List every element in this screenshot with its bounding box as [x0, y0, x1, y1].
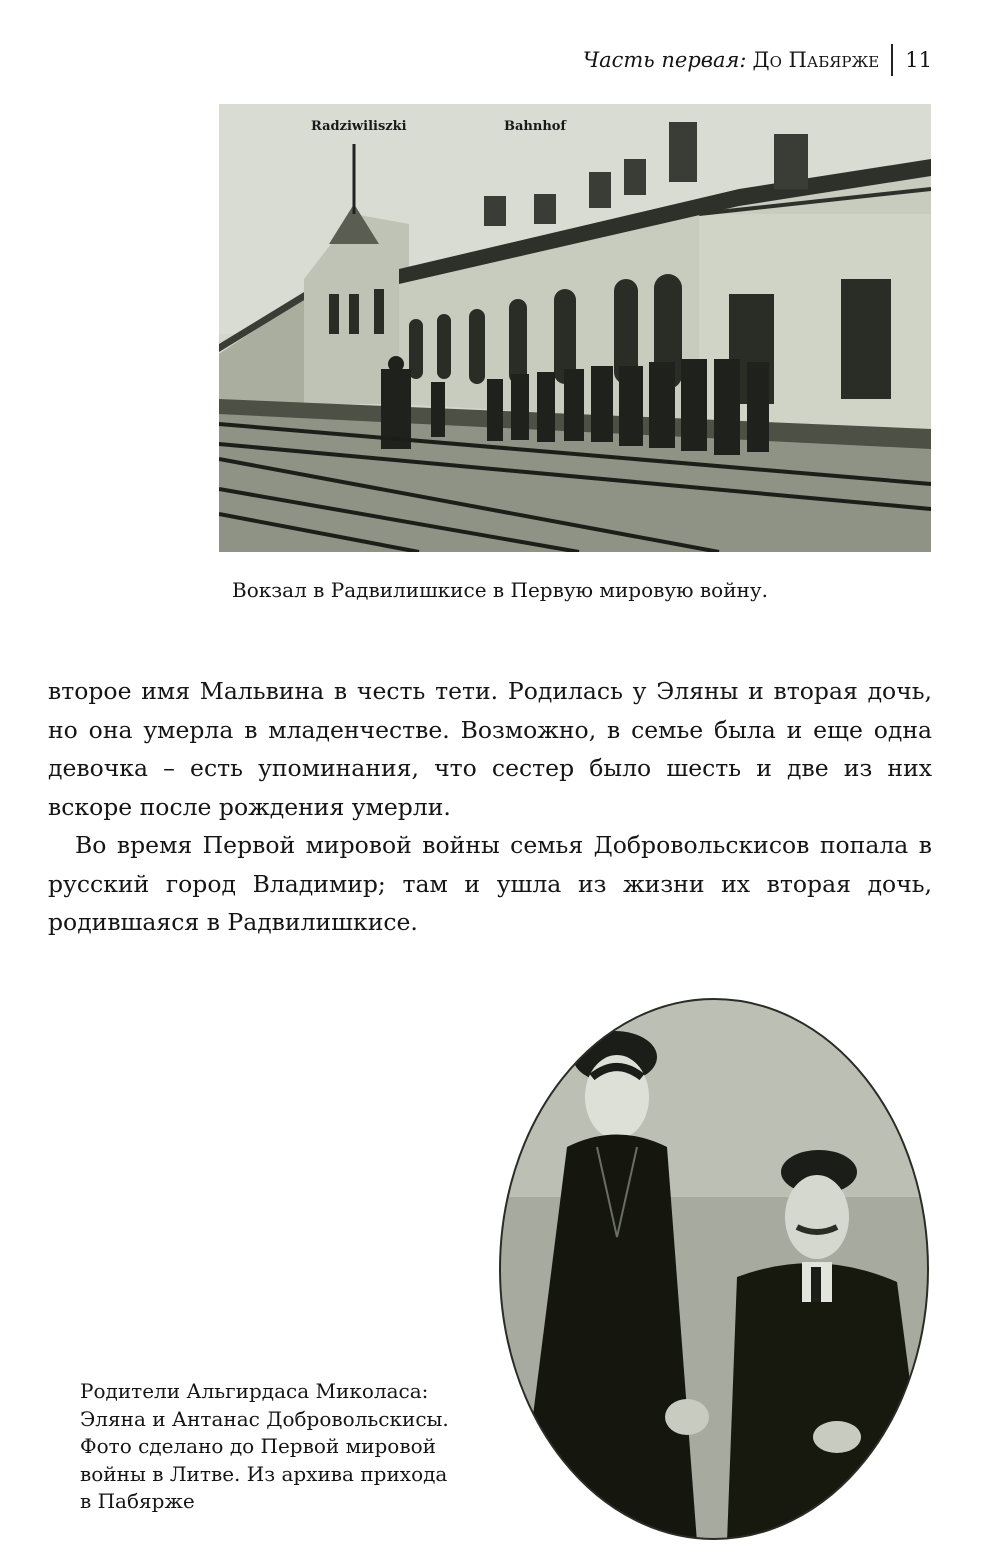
paragraph-1: второе имя Мальвина в честь тети. Родилась у Эляны и вторая дочь, но она умерла в младенчестве. Возможно, в семье была и еще одна девочка – есть упоминания, что сестер было шесть и две из них вскоре после рождения умерли. [48, 677, 932, 821]
photo-label-right: Bahnhof [504, 119, 567, 134]
portrait-caption [80, 1378, 480, 1516]
header-divider [891, 44, 893, 76]
portrait-photo-drawing [497, 997, 931, 1542]
portrait-caption-line: Родители Альгирдаса Миколаса: [80, 1379, 429, 1403]
portrait-caption-line: Эляна и Антанас Добровольскисы. [80, 1406, 449, 1431]
portrait-photo [497, 997, 931, 1542]
header-chapter: До Пабярже [752, 48, 880, 72]
station-photo-drawing [219, 104, 931, 552]
portrait-caption-line: в Пабярже [80, 1489, 195, 1513]
paragraph-2: Во время Первой мировой войны семья Добровольскисов попала в русский город Владимир; там и ушла из жизни их вторая дочь, родившаяся в Радвилишкисе. [48, 831, 932, 936]
page-number: 11 [905, 48, 932, 72]
header-part: Часть первая: [582, 48, 747, 72]
photo-label-left: Radziwiliszki [311, 119, 407, 134]
running-header [583, 44, 932, 76]
station-photo-caption: Вокзал в Радвилишкисе в Первую мировую войну. [232, 578, 768, 602]
portrait-caption-line: войны в Литве. Из архива прихода [80, 1461, 448, 1486]
portrait-caption-line: Фото сделано до Первой мировой [80, 1434, 436, 1458]
body-text [48, 672, 932, 942]
station-photo [219, 104, 931, 552]
